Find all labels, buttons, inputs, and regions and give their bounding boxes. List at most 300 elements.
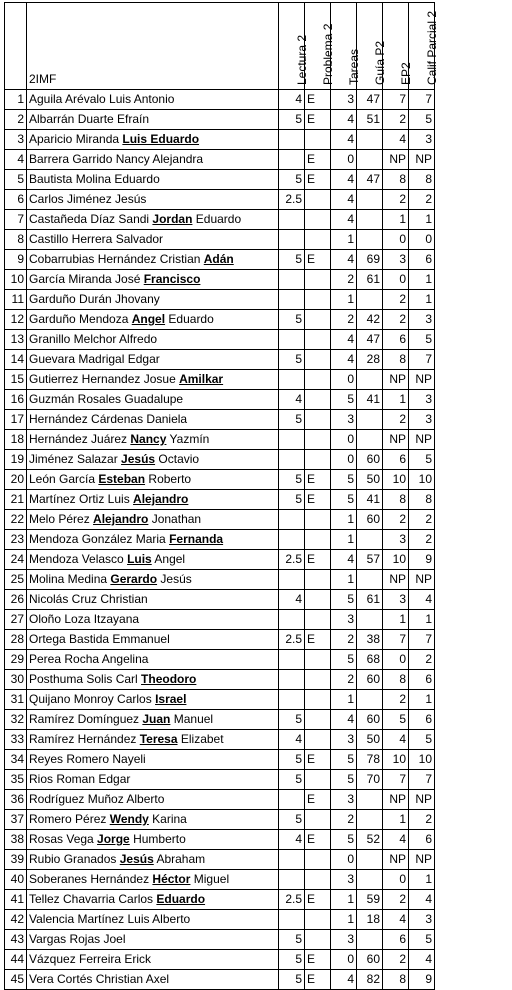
table-row <box>5 710 435 730</box>
cell-calif: 10 <box>409 470 435 490</box>
cell-ep2: 7 <box>383 770 409 790</box>
cell-guia <box>357 570 383 590</box>
cell-problema: E <box>305 110 331 130</box>
student-name <box>27 810 279 830</box>
cell-lectura <box>279 450 305 470</box>
name-part: Reyes Romero Nayeli <box>29 752 146 766</box>
cell-ep2: 0 <box>383 270 409 290</box>
cell-ep2: 8 <box>383 670 409 690</box>
row-number: 35 <box>5 770 27 790</box>
cell-problema: E <box>305 790 331 810</box>
name-highlight: Juan <box>142 712 171 726</box>
header-row <box>5 3 435 90</box>
cell-calif: 3 <box>409 910 435 930</box>
row-number: 26 <box>5 590 27 610</box>
table-row <box>5 430 435 450</box>
cell-problema: E <box>305 970 331 990</box>
table-row <box>5 570 435 590</box>
name-part: León García <box>29 472 99 486</box>
cell-ep2: 0 <box>383 230 409 250</box>
cell-tareas: 0 <box>331 370 357 390</box>
row-number: 17 <box>5 410 27 430</box>
cell-calif: 3 <box>409 390 435 410</box>
table-row <box>5 730 435 750</box>
table-body <box>5 90 435 990</box>
cell-guia <box>357 690 383 710</box>
cell-ep2: 10 <box>383 550 409 570</box>
name-highlight: Amilkar <box>179 372 224 386</box>
cell-calif: 2 <box>409 510 435 530</box>
table-row <box>5 850 435 870</box>
cell-problema: E <box>305 550 331 570</box>
cell-problema <box>305 410 331 430</box>
col-header-calif-label: Calif Parcial 2 <box>424 10 439 85</box>
name-part: Roberto <box>145 472 192 486</box>
table-row <box>5 190 435 210</box>
cell-ep2: NP <box>383 790 409 810</box>
cell-tareas: 1 <box>331 690 357 710</box>
cell-guia <box>357 790 383 810</box>
cell-calif: 1 <box>409 210 435 230</box>
cell-lectura <box>279 870 305 890</box>
cell-ep2: 4 <box>383 730 409 750</box>
table-row <box>5 290 435 310</box>
cell-tareas: 4 <box>331 710 357 730</box>
name-part: Vera Cortés Christian Axel <box>29 972 170 986</box>
name-part: Albarrán Duarte Efraín <box>29 112 150 126</box>
cell-lectura: 5 <box>279 310 305 330</box>
name-part: Jesús <box>157 572 192 586</box>
student-name <box>27 730 279 750</box>
row-number: 21 <box>5 490 27 510</box>
cell-problema <box>305 430 331 450</box>
cell-guia: 51 <box>357 110 383 130</box>
cell-tareas: 5 <box>331 490 357 510</box>
table-row <box>5 350 435 370</box>
cell-ep2: 2 <box>383 950 409 970</box>
cell-ep2: 3 <box>383 530 409 550</box>
name-part: Valencia Martínez Luis Alberto <box>29 912 191 926</box>
cell-ep2: 8 <box>383 170 409 190</box>
cell-calif: 1 <box>409 870 435 890</box>
cell-ep2: 8 <box>383 490 409 510</box>
cell-lectura: 4 <box>279 90 305 110</box>
student-name <box>27 110 279 130</box>
cell-lectura: 4 <box>279 390 305 410</box>
cell-lectura: 5 <box>279 770 305 790</box>
cell-guia: 38 <box>357 630 383 650</box>
cell-guia <box>357 150 383 170</box>
cell-guia: 60 <box>357 950 383 970</box>
row-number: 27 <box>5 610 27 630</box>
cell-ep2: 2 <box>383 310 409 330</box>
row-number: 41 <box>5 890 27 910</box>
cell-guia: 41 <box>357 490 383 510</box>
cell-tareas: 2 <box>331 270 357 290</box>
name-highlight: Nancy <box>130 432 167 446</box>
cell-lectura: 5 <box>279 470 305 490</box>
table-row <box>5 470 435 490</box>
cell-tareas: 1 <box>331 290 357 310</box>
row-number: 14 <box>5 350 27 370</box>
student-name <box>27 270 279 290</box>
table-row <box>5 690 435 710</box>
cell-tareas: 5 <box>331 390 357 410</box>
name-part: Ortega Bastida Emmanuel <box>29 632 170 646</box>
name-part: Abraham <box>153 852 206 866</box>
cell-problema <box>305 610 331 630</box>
cell-guia: 69 <box>357 250 383 270</box>
row-number: 8 <box>5 230 27 250</box>
student-name <box>27 970 279 990</box>
table-row <box>5 410 435 430</box>
cell-tareas: 0 <box>331 450 357 470</box>
name-part: Aparicio Miranda <box>29 132 123 146</box>
cell-ep2: 4 <box>383 130 409 150</box>
cell-problema: E <box>305 830 331 850</box>
student-name <box>27 310 279 330</box>
cell-guia: 42 <box>357 310 383 330</box>
student-name <box>27 850 279 870</box>
row-number: 29 <box>5 650 27 670</box>
name-part: Guzmán Rosales Guadalupe <box>29 392 184 406</box>
row-number: 9 <box>5 250 27 270</box>
cell-problema <box>305 130 331 150</box>
name-part: Miguel <box>190 872 230 886</box>
cell-problema <box>305 650 331 670</box>
student-name <box>27 910 279 930</box>
cell-guia: 78 <box>357 750 383 770</box>
student-name <box>27 590 279 610</box>
cell-guia: 47 <box>357 330 383 350</box>
student-name <box>27 570 279 590</box>
cell-lectura <box>279 910 305 930</box>
name-highlight: Héctor <box>152 872 191 886</box>
row-number: 34 <box>5 750 27 770</box>
cell-ep2: 6 <box>383 450 409 470</box>
table-row <box>5 150 435 170</box>
cell-calif: 7 <box>409 630 435 650</box>
name-part: Yazmín <box>166 432 210 446</box>
cell-lectura <box>279 230 305 250</box>
cell-tareas: 5 <box>331 590 357 610</box>
cell-guia: 60 <box>357 710 383 730</box>
cell-calif: 5 <box>409 110 435 130</box>
row-number: 19 <box>5 450 27 470</box>
cell-guia: 61 <box>357 590 383 610</box>
student-name <box>27 670 279 690</box>
cell-problema <box>305 810 331 830</box>
cell-lectura <box>279 330 305 350</box>
cell-guia: 61 <box>357 270 383 290</box>
cell-ep2: 8 <box>383 970 409 990</box>
name-highlight: Gerardo <box>110 572 158 586</box>
row-number: 31 <box>5 690 27 710</box>
name-part: Tellez Chavarria Carlos <box>29 892 157 906</box>
cell-calif: 6 <box>409 670 435 690</box>
cell-guia: 70 <box>357 770 383 790</box>
cell-calif: 4 <box>409 890 435 910</box>
cell-lectura: 5 <box>279 950 305 970</box>
name-part: Rubio Granados <box>29 852 120 866</box>
name-part: Martínez Ortiz Luis <box>29 492 134 506</box>
cell-lectura <box>279 650 305 670</box>
name-part: Carlos Jiménez Jesús <box>29 192 147 206</box>
cell-guia <box>357 870 383 890</box>
cell-guia <box>357 810 383 830</box>
cell-problema <box>305 210 331 230</box>
name-part: Vázquez Ferreira Erick <box>29 952 152 966</box>
cell-lectura: 5 <box>279 110 305 130</box>
name-part: García Miranda José <box>29 272 144 286</box>
cell-problema <box>305 190 331 210</box>
cell-calif: 6 <box>409 250 435 270</box>
table-row <box>5 110 435 130</box>
row-number: 38 <box>5 830 27 850</box>
cell-lectura: 5 <box>279 410 305 430</box>
cell-ep2: 4 <box>383 910 409 930</box>
cell-guia <box>357 610 383 630</box>
cell-problema: E <box>305 890 331 910</box>
name-part: Rios Roman Edgar <box>29 772 131 786</box>
name-part: Ramírez Domínguez <box>29 712 143 726</box>
student-name <box>27 390 279 410</box>
row-number: 24 <box>5 550 27 570</box>
name-highlight: Israel <box>155 692 187 706</box>
cell-tareas: 3 <box>331 90 357 110</box>
name-highlight: Alejandro <box>133 492 189 506</box>
col-header-calif <box>409 3 439 90</box>
name-part: Castillo Herrera Salvador <box>29 232 164 246</box>
col-header-problema-label: Problema 2 <box>320 23 335 85</box>
cell-lectura: 4 <box>279 590 305 610</box>
cell-lectura <box>279 790 305 810</box>
cell-problema: E <box>305 90 331 110</box>
cell-ep2: 3 <box>383 250 409 270</box>
cell-ep2: 4 <box>383 830 409 850</box>
cell-problema <box>305 330 331 350</box>
cell-ep2: 3 <box>383 590 409 610</box>
cell-ep2: 2 <box>383 290 409 310</box>
table-row <box>5 270 435 290</box>
cell-guia: 47 <box>357 90 383 110</box>
cell-lectura: 4 <box>279 730 305 750</box>
cell-lectura <box>279 270 305 290</box>
cell-calif: 3 <box>409 410 435 430</box>
name-part: Octavio <box>155 452 200 466</box>
student-name <box>27 790 279 810</box>
cell-calif: 2 <box>409 530 435 550</box>
cell-tareas: 5 <box>331 650 357 670</box>
cell-lectura <box>279 150 305 170</box>
table-row <box>5 390 435 410</box>
name-part: Eduardo <box>192 212 242 226</box>
table-row <box>5 230 435 250</box>
name-part: Jiménez Salazar <box>29 452 122 466</box>
cell-problema: E <box>305 750 331 770</box>
row-number: 40 <box>5 870 27 890</box>
name-highlight: Jesús <box>119 852 154 866</box>
table-row <box>5 490 435 510</box>
cell-lectura: 5 <box>279 970 305 990</box>
name-highlight: Eduardo <box>156 892 206 906</box>
name-part: Hernández Cárdenas Daniela <box>29 412 188 426</box>
col-header-guia-label: Guía P2 <box>372 40 387 85</box>
cell-ep2: NP <box>383 430 409 450</box>
cell-calif: 2 <box>409 650 435 670</box>
cell-tareas: 4 <box>331 170 357 190</box>
name-part: Jonathan <box>148 512 202 526</box>
col-header-guia <box>357 3 387 90</box>
student-name <box>27 870 279 890</box>
student-name <box>27 230 279 250</box>
name-part: Quijano Monroy Carlos <box>29 692 156 706</box>
cell-ep2: NP <box>383 150 409 170</box>
name-highlight: Jesús <box>121 452 156 466</box>
name-part: Perea Rocha Angelina <box>29 652 149 666</box>
cell-guia <box>357 410 383 430</box>
cell-tareas: 1 <box>331 570 357 590</box>
name-highlight: Adán <box>203 252 234 266</box>
cell-lectura: 5 <box>279 250 305 270</box>
cell-tareas: 5 <box>331 830 357 850</box>
cell-guia <box>357 290 383 310</box>
row-number: 39 <box>5 850 27 870</box>
cell-tareas: 1 <box>331 910 357 930</box>
cell-lectura <box>279 530 305 550</box>
cell-tareas: 1 <box>331 230 357 250</box>
table-row <box>5 310 435 330</box>
col-header-tareas <box>331 3 361 90</box>
cell-calif: NP <box>409 850 435 870</box>
table-row <box>5 670 435 690</box>
name-part: Soberanes Hernández <box>29 872 153 886</box>
row-number: 6 <box>5 190 27 210</box>
student-name <box>27 890 279 910</box>
cell-problema <box>305 530 331 550</box>
cell-calif: 3 <box>409 310 435 330</box>
cell-ep2: 2 <box>383 110 409 130</box>
row-number: 11 <box>5 290 27 310</box>
cell-tareas: 2 <box>331 630 357 650</box>
row-number: 23 <box>5 530 27 550</box>
cell-calif: 7 <box>409 90 435 110</box>
cell-guia: 60 <box>357 670 383 690</box>
student-name <box>27 150 279 170</box>
cell-ep2: 10 <box>383 470 409 490</box>
cell-lectura: 5 <box>279 170 305 190</box>
cell-calif: NP <box>409 370 435 390</box>
cell-lectura <box>279 210 305 230</box>
cell-lectura: 5 <box>279 490 305 510</box>
cell-calif: 1 <box>409 270 435 290</box>
cell-lectura <box>279 430 305 450</box>
student-name <box>27 130 279 150</box>
cell-lectura <box>279 370 305 390</box>
row-number: 42 <box>5 910 27 930</box>
name-part: Rodríguez Muñoz Alberto <box>29 792 165 806</box>
row-number: 16 <box>5 390 27 410</box>
row-number: 2 <box>5 110 27 130</box>
name-part: Eduardo <box>165 312 214 326</box>
cell-guia <box>357 430 383 450</box>
cell-problema: E <box>305 470 331 490</box>
student-name <box>27 370 279 390</box>
cell-guia: 68 <box>357 650 383 670</box>
cell-tareas: 2 <box>331 670 357 690</box>
name-part: Elizabet <box>177 732 224 746</box>
table-row <box>5 210 435 230</box>
row-number: 10 <box>5 270 27 290</box>
cell-problema <box>305 910 331 930</box>
row-number: 13 <box>5 330 27 350</box>
cell-problema <box>305 230 331 250</box>
cell-guia: 82 <box>357 970 383 990</box>
cell-calif: 7 <box>409 770 435 790</box>
cell-calif: 1 <box>409 290 435 310</box>
cell-calif: 1 <box>409 610 435 630</box>
cell-tareas: 0 <box>331 150 357 170</box>
cell-ep2: 8 <box>383 350 409 370</box>
table-row <box>5 770 435 790</box>
cell-calif: NP <box>409 570 435 590</box>
name-part: Posthuma Solis Carl <box>29 672 142 686</box>
name-highlight: Theodoro <box>141 672 197 686</box>
row-number: 3 <box>5 130 27 150</box>
cell-problema <box>305 770 331 790</box>
name-part: Vargas Rojas Joel <box>29 932 126 946</box>
cell-calif: 7 <box>409 350 435 370</box>
table-row <box>5 930 435 950</box>
student-name <box>27 450 279 470</box>
name-part: Humberto <box>129 832 186 846</box>
name-highlight: Francisco <box>143 272 201 286</box>
student-name <box>27 650 279 670</box>
cell-problema: E <box>305 490 331 510</box>
name-part: Bautista Molina Eduardo <box>29 172 160 186</box>
name-highlight: Wendy <box>109 812 149 826</box>
student-name <box>27 330 279 350</box>
cell-problema: E <box>305 250 331 270</box>
row-number: 43 <box>5 930 27 950</box>
name-highlight: Fernanda <box>169 532 224 546</box>
table-row <box>5 90 435 110</box>
cell-lectura: 2.5 <box>279 190 305 210</box>
cell-tareas: 1 <box>331 510 357 530</box>
cell-problema <box>305 570 331 590</box>
cell-calif: 6 <box>409 830 435 850</box>
cell-ep2: 2 <box>383 410 409 430</box>
cell-tareas: 4 <box>331 190 357 210</box>
col-header-ep2 <box>383 3 413 90</box>
cell-guia <box>357 850 383 870</box>
table-row <box>5 870 435 890</box>
cell-guia <box>357 210 383 230</box>
name-part: Molina Medina <box>29 572 111 586</box>
cell-ep2: 2 <box>383 510 409 530</box>
cell-problema: E <box>305 170 331 190</box>
cell-ep2: 2 <box>383 690 409 710</box>
cell-calif: 8 <box>409 490 435 510</box>
cell-guia: 47 <box>357 170 383 190</box>
student-name <box>27 350 279 370</box>
cell-calif: 2 <box>409 190 435 210</box>
name-part: Granillo Melchor Alfredo <box>29 332 158 346</box>
row-number: 22 <box>5 510 27 530</box>
cell-tareas: 2 <box>331 810 357 830</box>
cell-tareas: 1 <box>331 530 357 550</box>
cell-problema <box>305 390 331 410</box>
